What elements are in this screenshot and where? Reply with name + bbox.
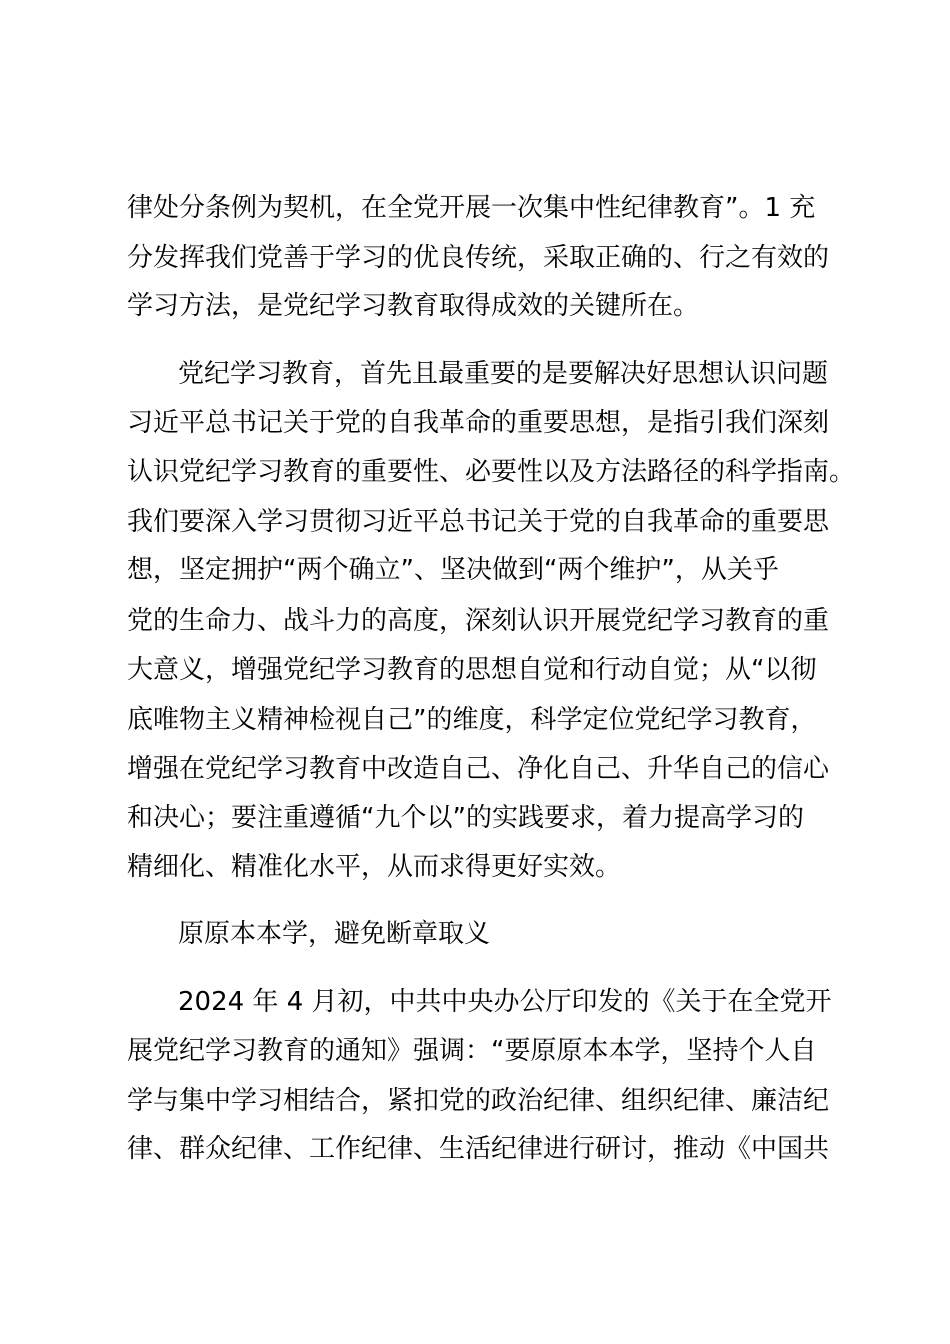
paragraph-line: 党纪学习教育，首先且最重要的是要解决好思想认识问题 <box>178 359 829 389</box>
paragraph-line: 想，坚定拥护“两个确立”、坚决做到“两个维护”，从关乎 <box>127 555 779 585</box>
paragraph-line: 党的生命力、战斗力的高度，深刻认识开展党纪学习教育的重 <box>127 606 830 636</box>
section-heading: 原原本本学，避免断章取义 <box>178 919 491 949</box>
paragraph-line: 律、群众纪律、工作纪律、生活纪律进行研讨，推动《中国共 <box>127 1134 830 1164</box>
paragraph-line: 分发挥我们党善于学习的优良传统，采取正确的、行之有效的 <box>127 243 830 273</box>
paragraph-line: 底唯物主义精神检视自己”的维度，科学定位党纪学习教育， <box>127 705 817 735</box>
paragraph-line: 律处分条例为契机，在全党开展一次集中性纪律教育”。1 充 <box>127 193 816 223</box>
paragraph-line: 和决心；要注重遵循“九个以”的实践要求，着力提高学习的 <box>127 803 804 833</box>
paragraph-line: 展党纪学习教育的通知》强调：“要原原本本学，坚持个人自 <box>127 1036 817 1066</box>
paragraph-line: 我们要深入学习贯彻习近平总书记关于党的自我革命的重要思 <box>127 507 830 537</box>
paragraph-line: 2024 年 4 月初，中共中央办公厅印发的《关于在全党开 <box>178 987 832 1017</box>
paragraph-line: 学与集中学习相结合，紧扣党的政治纪律、组织纪律、廉洁纪 <box>127 1086 830 1116</box>
paragraph-line: 学习方法，是党纪学习教育取得成效的关键所在。 <box>127 291 700 321</box>
paragraph-line: 大意义，增强党纪学习教育的思想自觉和行动自觉；从“以彻 <box>127 655 817 685</box>
paragraph-line: 精细化、精准化水平，从而求得更好实效。 <box>127 852 622 882</box>
paragraph-line: 习近平总书记关于党的自我革命的重要思想，是指引我们深刻 <box>127 408 830 438</box>
paragraph-line: 认识党纪学习教育的重要性、必要性以及方法路径的科学指南。 <box>127 457 856 487</box>
paragraph-line: 增强在党纪学习教育中改造自己、净化自己、升华自己的信心 <box>127 754 830 784</box>
